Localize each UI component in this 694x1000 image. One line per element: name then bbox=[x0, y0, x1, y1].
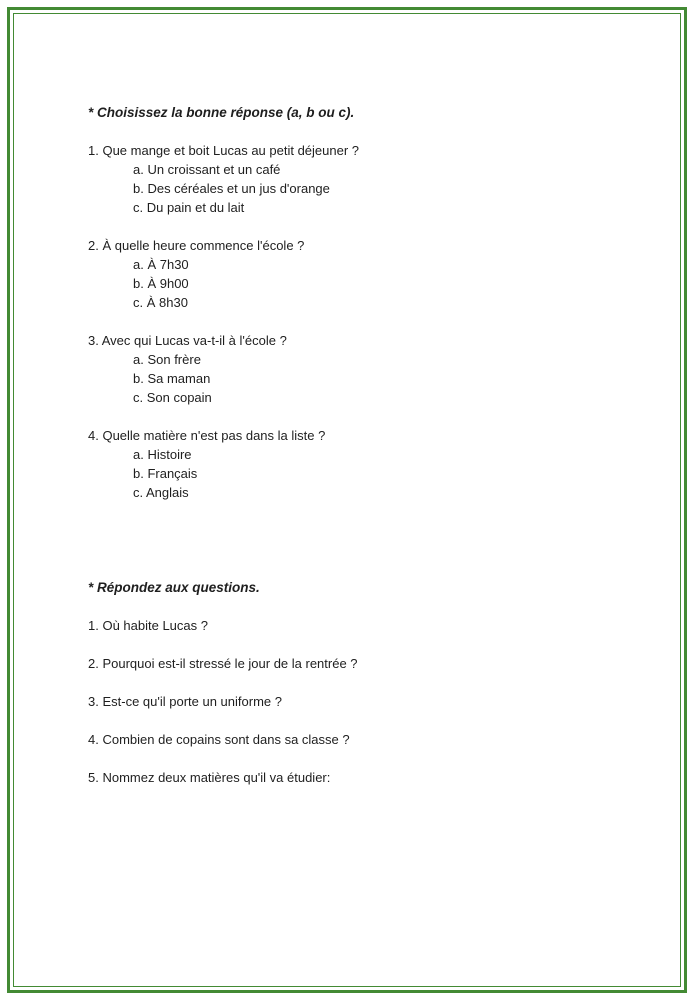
mc-question-2 bbox=[88, 236, 624, 312]
option-a: a. À 7h30 bbox=[133, 257, 189, 272]
section-heading: * Répondez aux questions. bbox=[88, 580, 260, 595]
option-c: c. Son copain bbox=[133, 390, 212, 405]
question-text: 4. Combien de copains sont dans sa classe ? bbox=[88, 732, 350, 747]
section-heading: * Choisissez la bonne réponse (a, b ou c). bbox=[88, 105, 355, 120]
question-text: 2. Pourquoi est-il stressé le jour de la rentrée ? bbox=[88, 656, 358, 671]
options-list bbox=[133, 350, 624, 407]
question-text: 1. Où habite Lucas ? bbox=[88, 618, 208, 633]
option-c: c. Du pain et du lait bbox=[133, 200, 245, 215]
question-text: 3. Avec qui Lucas va-t-il à l'école ? bbox=[88, 333, 287, 348]
mc-question-3 bbox=[88, 331, 624, 407]
question-text: 3. Est-ce qu'il porte un uniforme ? bbox=[88, 694, 282, 709]
option-a: a. Son frère bbox=[133, 352, 201, 367]
question-text: 4. Quelle matière n'est pas dans la liste ? bbox=[88, 428, 326, 443]
option-b: b. Des céréales et un jus d'orange bbox=[133, 181, 330, 196]
question-text: 5. Nommez deux matières qu'il va étudier: bbox=[88, 770, 331, 785]
option-a: a. Un croissant et un café bbox=[133, 162, 281, 177]
section-multiple-choice bbox=[88, 103, 624, 502]
open-question-5 bbox=[88, 768, 624, 787]
option-b: b. Français bbox=[133, 466, 198, 481]
section-open-questions bbox=[88, 578, 624, 787]
mc-question-4 bbox=[88, 426, 624, 502]
options-list bbox=[133, 255, 624, 312]
open-question-4 bbox=[88, 730, 624, 749]
option-b: b. À 9h00 bbox=[133, 276, 189, 291]
open-question-2 bbox=[88, 654, 624, 673]
option-b: b. Sa maman bbox=[133, 371, 211, 386]
question-text: 2. À quelle heure commence l'école ? bbox=[88, 238, 305, 253]
options-list bbox=[133, 445, 624, 502]
open-question-1 bbox=[88, 616, 624, 635]
options-list bbox=[133, 160, 624, 217]
question-text: 1. Que mange et boit Lucas au petit déjeuner ? bbox=[88, 143, 360, 158]
mc-question-1 bbox=[88, 141, 624, 217]
option-a: a. Histoire bbox=[133, 447, 192, 462]
option-c: c. Anglais bbox=[133, 485, 189, 500]
open-question-3 bbox=[88, 692, 624, 711]
option-c: c. À 8h30 bbox=[133, 295, 188, 310]
